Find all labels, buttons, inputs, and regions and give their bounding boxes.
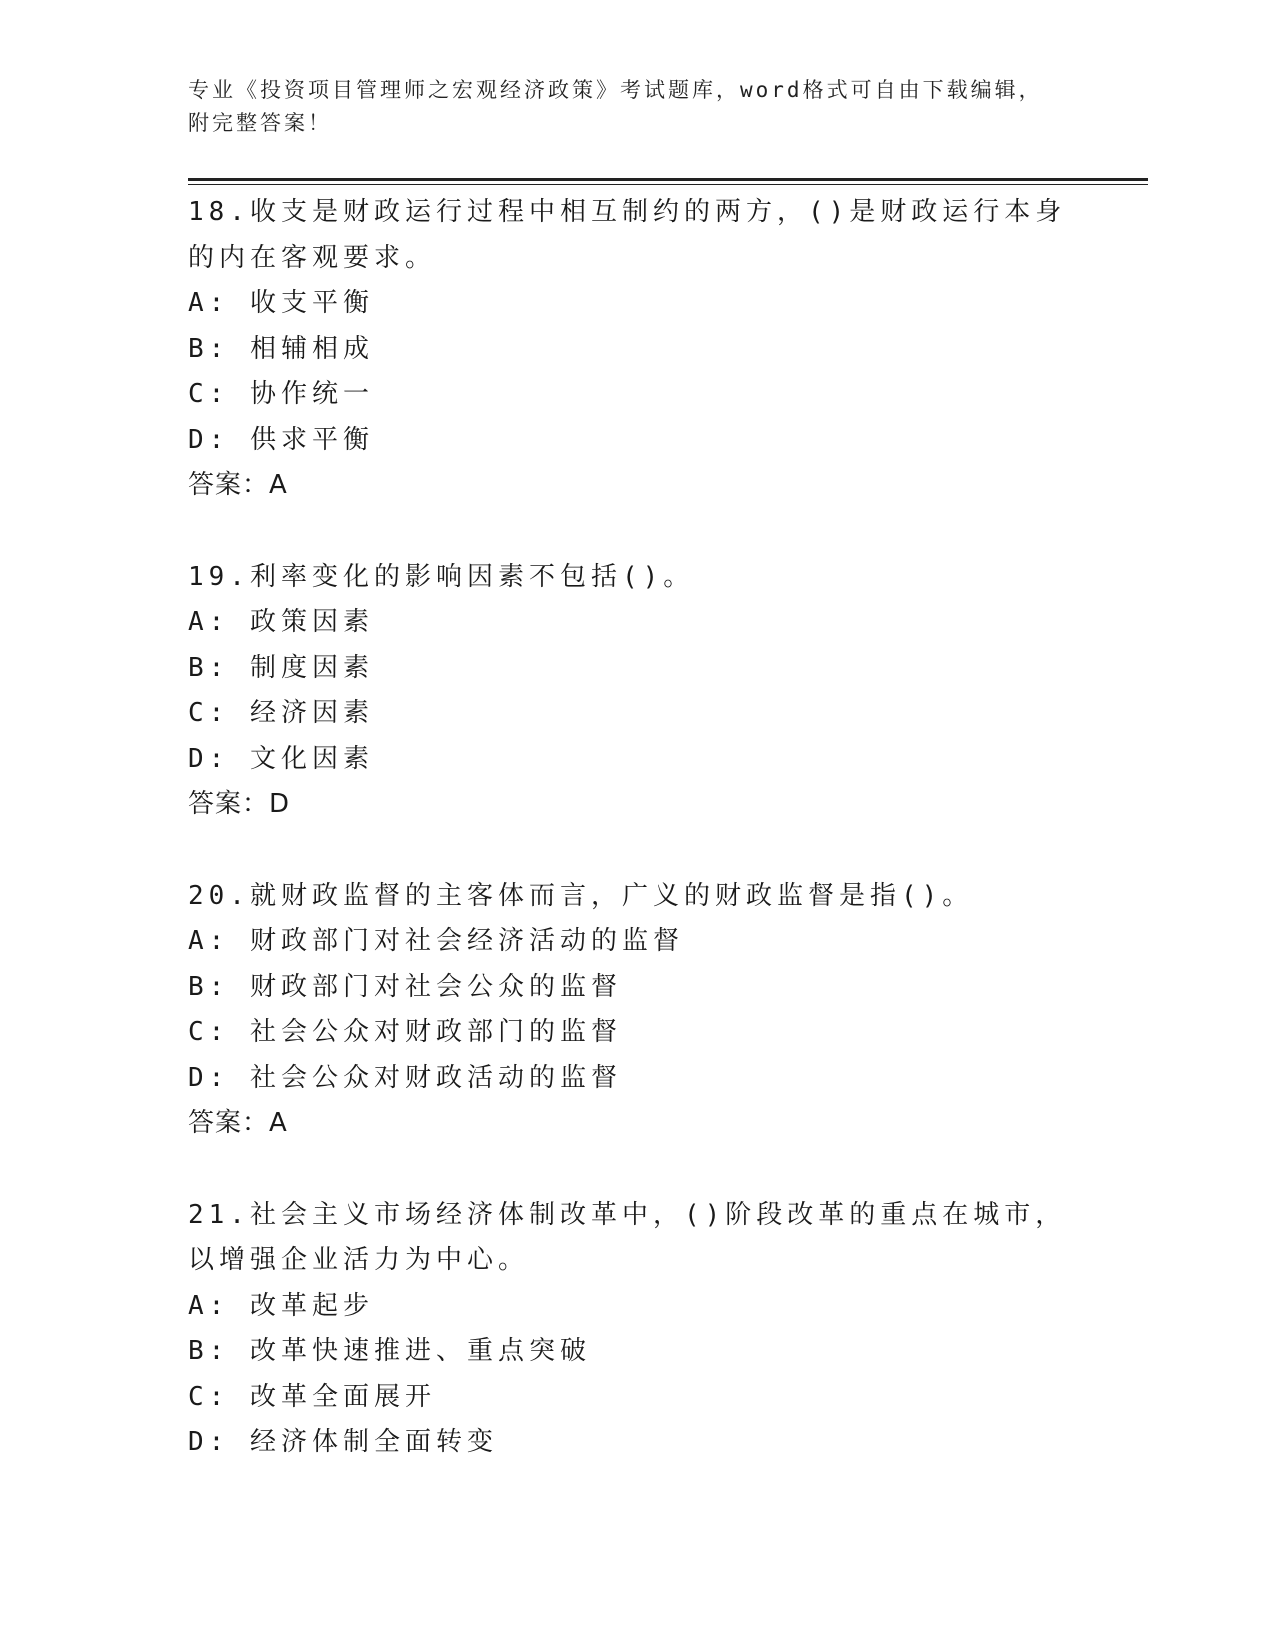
option-d: D: 供求平衡 bbox=[188, 424, 374, 455]
option-b: B: 制度因素 bbox=[188, 652, 374, 683]
answer-line: 答案：D bbox=[188, 789, 291, 819]
option-b: B: 相辅相成 bbox=[188, 333, 374, 364]
option-c: C: 社会公众对财政部门的监督 bbox=[188, 1017, 622, 1047]
document-header bbox=[188, 74, 1088, 140]
question-21 bbox=[188, 1193, 1088, 1466]
header-divider-thick bbox=[188, 178, 1148, 181]
option-a: A: 财政部门对社会经济活动的监督 bbox=[188, 926, 684, 956]
option-a: A: 改革起步 bbox=[188, 1290, 374, 1321]
option-b: B: 财政部门对社会公众的监督 bbox=[188, 971, 622, 1002]
option-c: C: 协作统一 bbox=[188, 379, 374, 409]
question-19 bbox=[188, 555, 1088, 828]
question-stem: 21.社会主义市场经济体制改革中，()阶段改革的重点在城市，以增强企业活力为中心。 bbox=[188, 1199, 1067, 1275]
option-a: A: 政策因素 bbox=[188, 607, 374, 637]
option-d: D: 经济体制全面转变 bbox=[188, 1427, 498, 1457]
answer-line: 答案：A bbox=[188, 1108, 288, 1138]
question-stem: 18.收支是财政运行过程中相互制约的两方，()是财政运行本身的内在客观要求。 bbox=[188, 197, 1067, 273]
option-d: D: 社会公众对财政活动的监督 bbox=[188, 1062, 622, 1093]
question-18 bbox=[188, 190, 1088, 509]
option-a: A: 收支平衡 bbox=[188, 288, 374, 318]
header-divider-thin bbox=[188, 184, 1148, 185]
question-20 bbox=[188, 874, 1088, 1147]
question-stem: 20.就财政监督的主客体而言，广义的财政监督是指()。 bbox=[188, 880, 974, 911]
answer-line: 答案：A bbox=[188, 470, 288, 500]
header-line-1: 专业《投资项目管理师之宏观经济政策》考试题库，word格式可自由下载编辑， bbox=[188, 78, 1043, 102]
question-list bbox=[188, 190, 1088, 1512]
option-b: B: 改革快速推进、重点突破 bbox=[188, 1336, 591, 1366]
question-stem: 19.利率变化的影响因素不包括()。 bbox=[188, 561, 695, 592]
option-c: C: 经济因素 bbox=[188, 698, 374, 728]
header-line-2: 附完整答案！ bbox=[188, 111, 332, 135]
option-d: D: 文化因素 bbox=[188, 743, 374, 774]
option-c: C: 改革全面展开 bbox=[188, 1381, 436, 1412]
